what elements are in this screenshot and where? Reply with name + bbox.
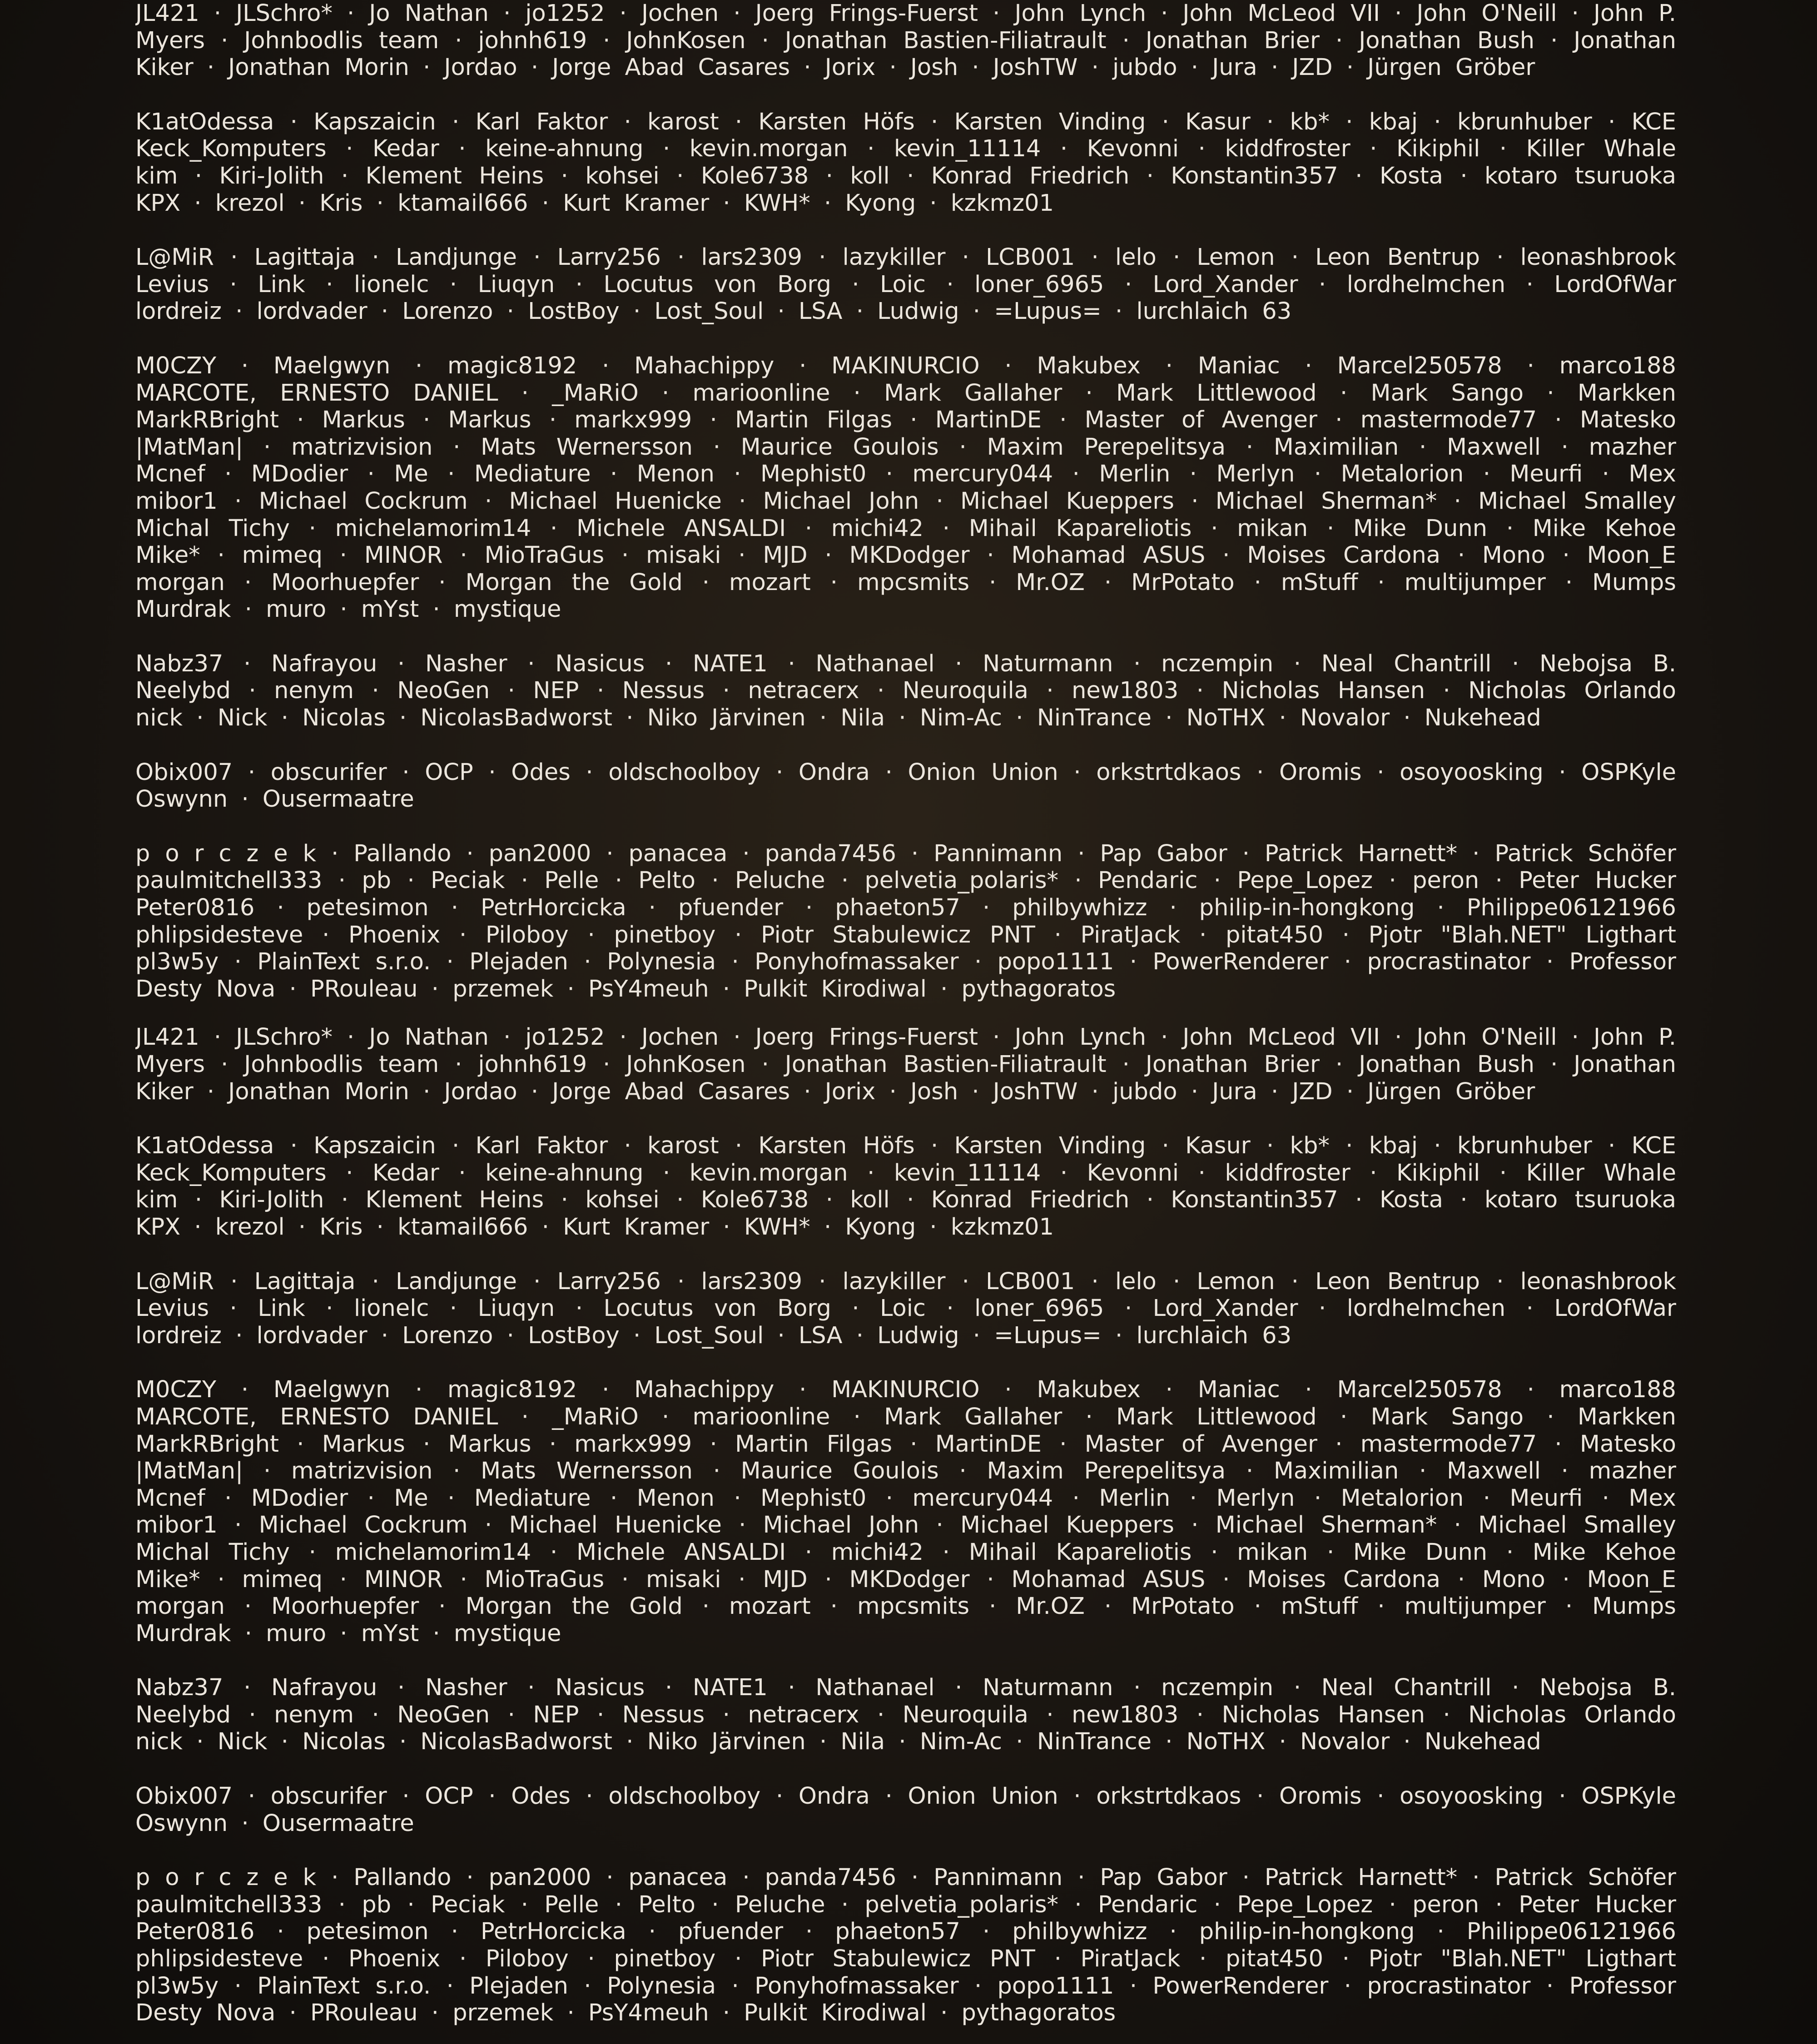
- credits-line: Myers · Johnbodlis team · johnh619 · JohnKosen · Jonathan Bastien-Filiatrault · Jonathan Brier · Jonathan Bush · Jonathan: [135, 27, 1676, 54]
- credits-line: |MatMan| · matrizvision · Mats Wernersson · Maurice Goulois · Maxim Perepelitsya · Maximilian · Maxwell · mazher: [135, 433, 1676, 461]
- credits-line: Neelybd · nenym · NeoGen · NEP · Nessus · netracerx · Neuroquila · new1803 · Nicholas Hansen · Nicholas Orlando: [135, 1701, 1676, 1728]
- credits-group-n: [135, 650, 1676, 732]
- credits-line: Oswynn · Ousermaatre: [135, 1810, 414, 1837]
- credits-line: pl3w5y · PlainText s.r.o. · Plejaden · Polynesia · Ponyhofmassaker · popo1111 · PowerRenderer · procrastinator · Professor: [135, 948, 1676, 976]
- credits-line: MarkRBright · Markus · Markus · markx999 · Martin Filgas · MartinDE · Master of Avenger · mastermode77 · Matesko: [135, 407, 1676, 434]
- credits-line: KPX · krezol · Kris · ktamail666 · Kurt Kramer · KWH* · Kyong · kzkmz01: [135, 1213, 1054, 1240]
- credits-line: Kiker · Jonathan Morin · Jordao · Jorge Abad Casares · Jorix · Josh · JoshTW · jubdo · Jura · JZD · Jürgen Gröber: [135, 54, 1535, 81]
- credits-line: Mcnef · MDodier · Me · Mediature · Menon · Mephist0 · mercury044 · Merlin · Merlyn · Metalorion · Meurfi · Mex: [135, 1484, 1676, 1512]
- credits-line: Keck_Komputers · Kedar · keine-ahnung · kevin.morgan · kevin_11114 · Kevonni · kiddfroster · Kikiphil · Killer Whale: [135, 135, 1676, 163]
- credits-line: KPX · krezol · Kris · ktamail666 · Kurt Kramer · KWH* · Kyong · kzkmz01: [135, 189, 1054, 217]
- credits-group-k: [135, 109, 1676, 217]
- credits-group-l: [135, 1268, 1676, 1349]
- credits-group-j: [135, 0, 1676, 81]
- credits-line: Kiker · Jonathan Morin · Jordao · Jorge Abad Casares · Jorix · Josh · JoshTW · jubdo · Jura · JZD · Jürgen Gröber: [135, 1078, 1535, 1105]
- credits-line: |MatMan| · matrizvision · Mats Wernersson · Maurice Goulois · Maxim Perepelitsya · Maximilian · Maxwell · mazher: [135, 1458, 1676, 1485]
- credits-line: mibor1 · Michael Cockrum · Michael Huenicke · Michael John · Michael Kueppers · Michael Sherman* · Michael Smalley: [135, 487, 1676, 515]
- credits-line: Murdrak · muro · mYst · mystique: [135, 596, 561, 623]
- credits-line: p o r c z e k · Pallando · pan2000 · panacea · panda7456 · Pannimann · Pap Gabor · Patrick Harnett* · Patrick Schöfer: [135, 1864, 1676, 1891]
- credits-group-p: [135, 840, 1676, 1003]
- credits-line: kim · Kiri-Jolith · Klement Heins · kohsei · Kole6738 · koll · Konrad Friedrich · Konstantin357 · Kosta · kotaro tsuruoka: [135, 162, 1676, 189]
- credits-line: Nabz37 · Nafrayou · Nasher · Nasicus · NATE1 · Nathanael · Naturmann · nczempin · Neal Chantrill · Nebojsa B.: [135, 1674, 1676, 1702]
- credits-line: kim · Kiri-Jolith · Klement Heins · kohsei · Kole6738 · koll · Konrad Friedrich · Konstantin357 · Kosta · kotaro tsuruoka: [135, 1186, 1676, 1214]
- credits-block: [135, 1024, 1676, 2026]
- credits-line: Neelybd · nenym · NeoGen · NEP · Nessus · netracerx · Neuroquila · new1803 · Nicholas Hansen · Nicholas Orlando: [135, 677, 1676, 704]
- credits-line: L@MiR · Lagittaja · Landjunge · Larry256 · lars2309 · lazykiller · LCB001 · lelo · Lemon · Leon Bentrup · leonashbrook: [135, 244, 1676, 271]
- credits-line: Levius · Link · lionelc · Liuqyn · Locutus von Borg · Loic · loner_6965 · Lord_Xander · lordhelmchen · LordOfWar: [135, 271, 1676, 298]
- credits-group-m: [135, 1376, 1676, 1647]
- credits-line: Desty Nova · PRouleau · przemek · PsY4meuh · Pulkit Kirodiwal · pythagoratos: [135, 975, 1116, 1002]
- credits-line: Peter0816 · petesimon · PetrHorcicka · pfuender · phaeton57 · philbywhizz · philip-in-hongkong · Philippe06121966: [135, 894, 1676, 922]
- credits-line: morgan · Moorhuepfer · Morgan the Gold · mozart · mpcsmits · Mr.OZ · MrPotato · mStuff · multijumper · Mumps: [135, 1593, 1676, 1620]
- credits-group-j: [135, 1024, 1676, 1105]
- credits-line: pl3w5y · PlainText s.r.o. · Plejaden · Polynesia · Ponyhofmassaker · popo1111 · PowerRenderer · procrastinator · Professor: [135, 1972, 1676, 1999]
- credits-line: Myers · Johnbodlis team · johnh619 · JohnKosen · Jonathan Bastien-Filiatrault · Jonathan Brier · Jonathan Bush · Jonathan: [135, 1051, 1676, 1078]
- credits-line: phlipsidesteve · Phoenix · Piloboy · pinetboy · Piotr Stabulewicz PNT · PiratJack · pitat450 · Pjotr "Blah.NET" Ligthart: [135, 921, 1676, 948]
- credits-line: Mike* · mimeq · MINOR · MioTraGus · misaki · MJD · MKDodger · Mohamad ASUS · Moises Cardona · Mono · Moon_E: [135, 1566, 1676, 1593]
- credits-line: Mike* · mimeq · MINOR · MioTraGus · misaki · MJD · MKDodger · Mohamad ASUS · Moises Cardona · Mono · Moon_E: [135, 542, 1676, 569]
- credits-group-k: [135, 1132, 1676, 1240]
- credits-group-n: [135, 1674, 1676, 1756]
- credits-line: MARCOTE, ERNESTO DANIEL · _MaRiO · marioonline · Mark Gallaher · Mark Littlewood · Mark Sango · Markken: [135, 379, 1676, 407]
- credits-line: L@MiR · Lagittaja · Landjunge · Larry256 · lars2309 · lazykiller · LCB001 · lelo · Lemon · Leon Bentrup · leonashbrook: [135, 1268, 1676, 1295]
- credits-line: p o r c z e k · Pallando · pan2000 · panacea · panda7456 · Pannimann · Pap Gabor · Patrick Harnett* · Patrick Schöfer: [135, 840, 1676, 867]
- credits-line: paulmitchell333 · pb · Peciak · Pelle · Pelto · Peluche · pelvetia_polaris* · Pendaric · Pepe_Lopez · peron · Peter Hucker: [135, 1891, 1676, 1918]
- credits-line: Keck_Komputers · Kedar · keine-ahnung · kevin.morgan · kevin_11114 · Kevonni · kiddfroster · Kikiphil · Killer Whale: [135, 1159, 1676, 1186]
- credits-line: JL421 · JLSchro* · Jo Nathan · jo1252 · Jochen · Joerg Frings-Fuerst · John Lynch · John McLeod VII · John O'Neill · John P.: [135, 0, 1676, 27]
- credits-line: paulmitchell333 · pb · Peciak · Pelle · Pelto · Peluche · pelvetia_polaris* · Pendaric · Pepe_Lopez · peron · Peter Hucker: [135, 867, 1676, 894]
- credits-block: [135, 0, 1676, 1002]
- credits-line: MARCOTE, ERNESTO DANIEL · _MaRiO · marioonline · Mark Gallaher · Mark Littlewood · Mark Sango · Markken: [135, 1403, 1676, 1430]
- credits-line: nick · Nick · Nicolas · NicolasBadworst · Niko Järvinen · Nila · Nim-Ac · NinTrance · NoTHX · Novalor · Nukehead: [135, 704, 1541, 732]
- credits-line: M0CZY · Maelgwyn · magic8192 · Mahachippy · MAKINURCIO · Makubex · Maniac · Marcel250578 · marco188: [135, 1376, 1676, 1404]
- credits-group-l: [135, 244, 1676, 325]
- credits-line: nick · Nick · Nicolas · NicolasBadworst · Niko Järvinen · Nila · Nim-Ac · NinTrance · NoTHX · Novalor · Nukehead: [135, 1728, 1541, 1756]
- credits-line: M0CZY · Maelgwyn · magic8192 · Mahachippy · MAKINURCIO · Makubex · Maniac · Marcel250578 · marco188: [135, 352, 1676, 379]
- credits-line: Mcnef · MDodier · Me · Mediature · Menon · Mephist0 · mercury044 · Merlin · Merlyn · Metalorion · Meurfi · Mex: [135, 461, 1676, 488]
- credits-line: morgan · Moorhuepfer · Morgan the Gold · mozart · mpcsmits · Mr.OZ · MrPotato · mStuff · multijumper · Mumps: [135, 569, 1676, 596]
- credits-line: Obix007 · obscurifer · OCP · Odes · oldschoolboy · Ondra · Onion Union · orkstrtdkaos · Oromis · osoyoosking · OSPKyle: [135, 1783, 1676, 1810]
- credits-line: lordreiz · lordvader · Lorenzo · LostBoy · Lost_Soul · LSA · Ludwig · =Lupus= · lurchlaich 63: [135, 1322, 1292, 1349]
- credits-line: Michal Tichy · michelamorim14 · Michele ANSALDI · michi42 · Mihail Kapareliotis · mikan · Mike Dunn · Mike Kehoe: [135, 515, 1676, 542]
- credits-line: Nabz37 · Nafrayou · Nasher · Nasicus · NATE1 · Nathanael · Naturmann · nczempin · Neal Chantrill · Nebojsa B.: [135, 650, 1676, 677]
- credits-line: Desty Nova · PRouleau · przemek · PsY4meuh · Pulkit Kirodiwal · pythagoratos: [135, 1999, 1116, 2027]
- credits-line: phlipsidesteve · Phoenix · Piloboy · pinetboy · Piotr Stabulewicz PNT · PiratJack · pitat450 · Pjotr "Blah.NET" Ligthart: [135, 1945, 1676, 1973]
- credits-group-p: [135, 1864, 1676, 2027]
- credits-group-m: [135, 352, 1676, 623]
- credits-line: JL421 · JLSchro* · Jo Nathan · jo1252 · Jochen · Joerg Frings-Fuerst · John Lynch · John McLeod VII · John O'Neill · John P.: [135, 1024, 1676, 1051]
- credits-line: Peter0816 · petesimon · PetrHorcicka · pfuender · phaeton57 · philbywhizz · philip-in-hongkong · Philippe06121966: [135, 1918, 1676, 1945]
- credits-line: Levius · Link · lionelc · Liuqyn · Locutus von Borg · Loic · loner_6965 · Lord_Xander · lordhelmchen · LordOfWar: [135, 1295, 1676, 1322]
- credits-line: mibor1 · Michael Cockrum · Michael Huenicke · Michael John · Michael Kueppers · Michael Sherman* · Michael Smalley: [135, 1512, 1676, 1539]
- credits-scroll-view[interactable]: [135, 0, 1676, 2027]
- credits-line: Michal Tichy · michelamorim14 · Michele ANSALDI · michi42 · Mihail Kapareliotis · mikan · Mike Dunn · Mike Kehoe: [135, 1538, 1676, 1566]
- credits-group-o: [135, 1783, 1676, 1837]
- credits-line: lordreiz · lordvader · Lorenzo · LostBoy · Lost_Soul · LSA · Ludwig · =Lupus= · lurchlaich 63: [135, 298, 1292, 325]
- credits-line: Obix007 · obscurifer · OCP · Odes · oldschoolboy · Ondra · Onion Union · orkstrtdkaos · Oromis · osoyoosking · OSPKyle: [135, 759, 1676, 786]
- credits-line: Oswynn · Ousermaatre: [135, 786, 414, 813]
- credits-line: Murdrak · muro · mYst · mystique: [135, 1620, 561, 1647]
- credits-group-o: [135, 759, 1676, 813]
- credits-line: K1atOdessa · Kapszaicin · Karl Faktor · karost · Karsten Höfs · Karsten Vinding · Kasur · kb* · kbaj · kbrunhuber · KCE: [135, 1132, 1676, 1160]
- credits-line: MarkRBright · Markus · Markus · markx999 · Martin Filgas · MartinDE · Master of Avenger · mastermode77 · Matesko: [135, 1430, 1676, 1458]
- credits-line: K1atOdessa · Kapszaicin · Karl Faktor · karost · Karsten Höfs · Karsten Vinding · Kasur · kb* · kbaj · kbrunhuber · KCE: [135, 108, 1676, 135]
